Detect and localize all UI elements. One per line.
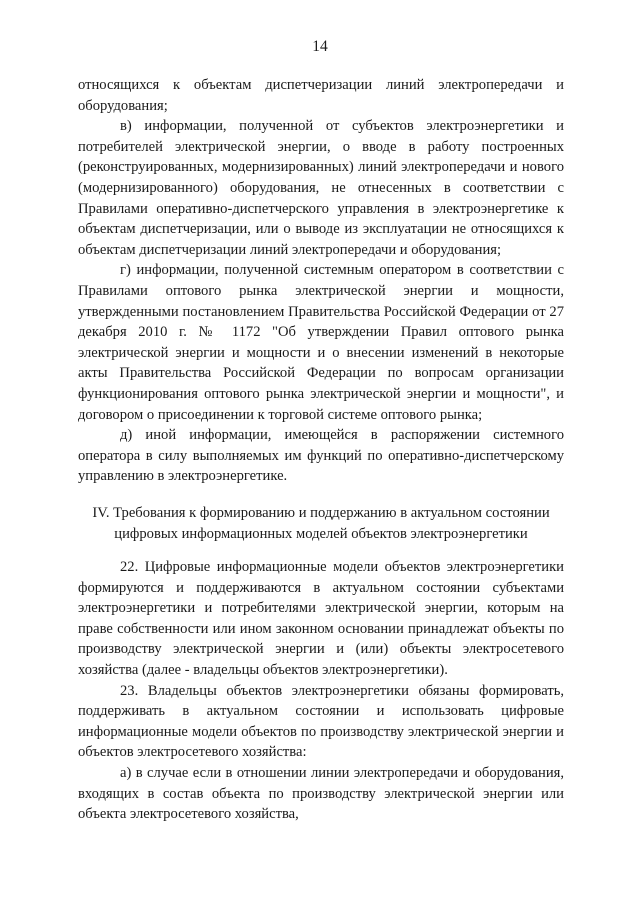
paragraph-item-v: в) информации, полученной от субъектов электроэнергетики и потребителей электрической энергии, о вводе в работу построенных (реконструированных, модернизированных) линий электропередачи и нового (модернизированного) оборудования, не отнесенных в соответствии с Правилами оперативно-диспетчерского управления в электроэнергетике к объектам диспетчеризации, или о выводе из эксплуатации не относящихся к объектам диспетчеризации линий электропередачи и оборудования; — [78, 118, 564, 258]
paragraph-item-a: а) в случае если в отношении линии электропередачи и оборудования, входящих в состав объекта по производству электрической энергии или объекта электросетевого хозяйства, — [78, 764, 564, 823]
section-heading-line-1: IV. Требования к формированию и поддержанию в актуальном состоянии — [92, 505, 550, 521]
paragraph-item-d: д) иной информации, имеющейся в распоряжении системного оператора в силу выполняемых им функций по оперативно-диспетчерскому управлению в электроэнергетике. — [78, 427, 564, 485]
paragraph-22: 22. Цифровые информационные модели объектов электроэнергетики формируются и поддерживаются в актуальном состоянии субъектами электроэнергетики и потребителями электрической энергии, которым на праве собственности или ином законном основании принадлежат объекты по производству электрической энергии и (или) объекты электросетевого хозяйства (далее - владельцы объектов электроэнергетики). — [78, 559, 564, 678]
paragraph-item-g: г) информации, полученной системным оператором в соответствии с Правилами оптового рынка электрической энергии и мощности, утвержденными постановлением Правительства Российской Федерации от 27 декабря 2010 г. № 1172 "Об утверждении Правил оптового рынка электрической энергии и мощности и о внесении изменений в некоторые акты Правительства Российской Федерации по вопросам организации функционирования оптового рынка электрической энергии и мощности", и договором о присоединении к торговой системе оптового рынка; — [78, 262, 564, 423]
page-number: 14 — [312, 38, 328, 55]
paragraph-continuation: относящихся к объектам диспетчеризации линий электропередачи и оборудования; — [78, 77, 564, 114]
section-heading-line-2: цифровых информационных моделей объектов электроэнергетики — [114, 525, 528, 542]
section-heading — [78, 503, 564, 544]
body-text-bottom — [78, 557, 564, 825]
body-text-top — [78, 75, 564, 487]
paragraph-23: 23. Владельцы объектов электроэнергетики обязаны формировать, поддерживать в актуальном состоянии и использовать цифровые информационные модели объектов по производству электрической энергии и объектов электросетевого хозяйства: — [78, 682, 564, 761]
